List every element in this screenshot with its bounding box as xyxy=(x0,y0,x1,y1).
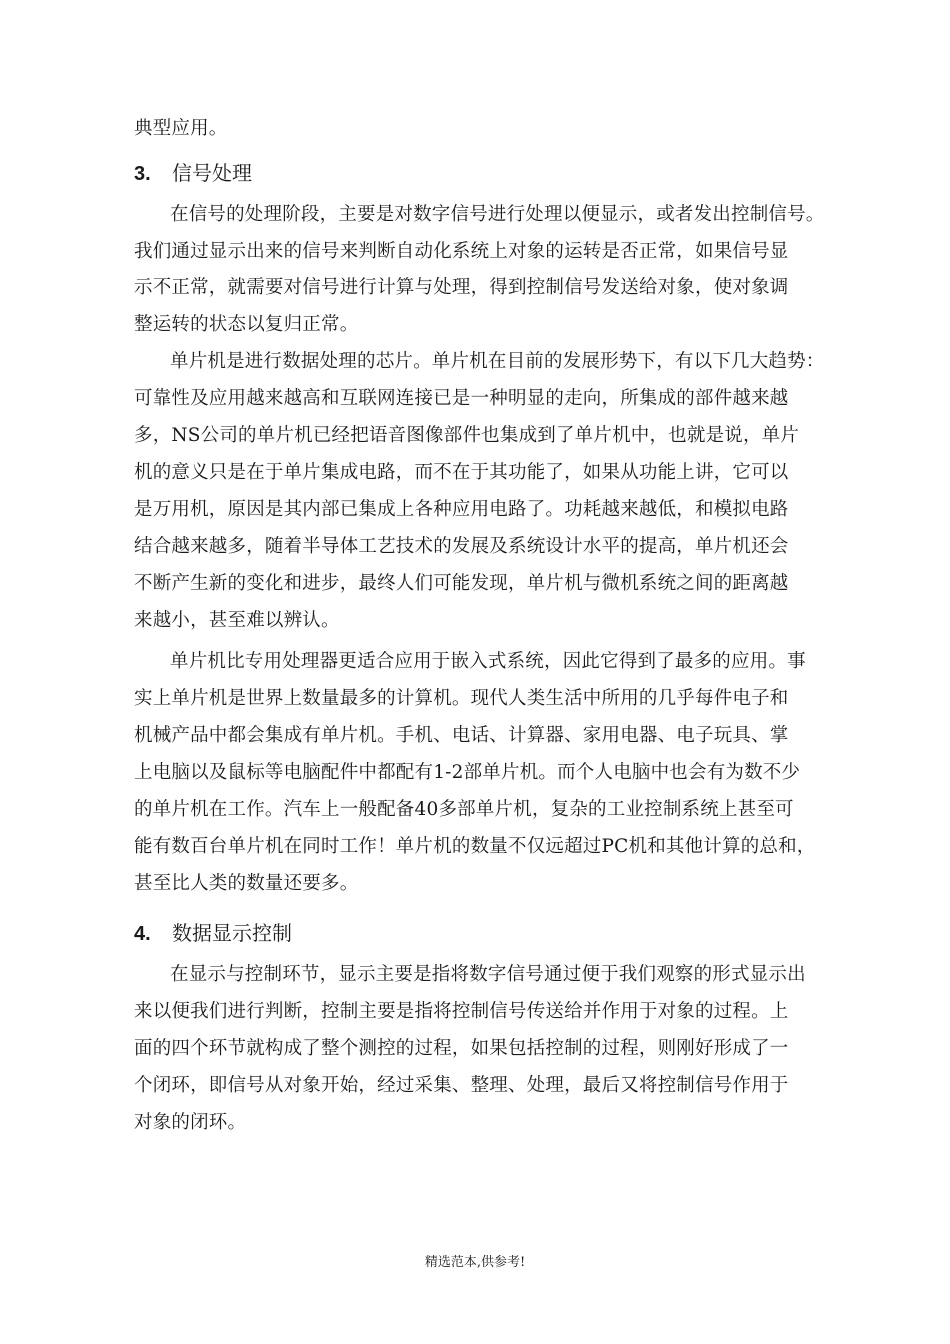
paragraph-line: 的单片机在工作。汽车上一般配备40多部单片机，复杂的工业控制系统上甚至可 xyxy=(134,799,794,820)
paragraph-line: 个闭环，即信号从对象开始，经过采集、整理、处理，最后又将控制信号作用于 xyxy=(134,1075,789,1096)
section-4-number: 4. xyxy=(134,923,151,945)
paragraph-line: 示不正常，就需要对信号进行计算与处理，得到控制信号发送给对象，使对象调 xyxy=(134,277,789,298)
paragraph-line: 单片机是进行数据处理的芯片。单片机在目前的发展形势下，有以下几大趋势： xyxy=(170,351,825,372)
paragraph-line: 对象的闭环。 xyxy=(134,1112,247,1133)
paragraph-line: 可靠性及应用越来越高和互联网连接已是一种明显的走向，所集成的部件越来越 xyxy=(134,388,789,409)
paragraph-line: 能有数百台单片机在同时工作！单片机的数量不仅远超过PC机和其他计算的总和， xyxy=(134,836,816,857)
paragraph-line: 不断产生新的变化和进步，最终人们可能发现，单片机与微机系统之间的距离越 xyxy=(134,573,789,594)
paragraph-line: 面的四个环节就构成了整个测控的过程，如果包括控制的过程，则刚好形成了一 xyxy=(134,1038,789,1059)
section-3-heading xyxy=(134,160,252,187)
paragraph-line: 实上单片机是世界上数量最多的计算机。现代人类生活中所用的几乎每件电子和 xyxy=(134,688,789,709)
paragraph-line: 来越小，甚至难以辨认。 xyxy=(134,610,340,631)
paragraph-line: 单片机比专用处理器更适合应用于嵌入式系统，因此它得到了最多的应用。事 xyxy=(170,651,806,672)
paragraph-line: 机的意义只是在于单片集成电路，而不在于其功能了，如果从功能上讲，它可以 xyxy=(134,462,789,483)
paragraph-line: 上电脑以及鼠标等电脑配件中都配有1-2部单片机。而个人电脑中也会有为数不少 xyxy=(134,762,801,783)
section-4-heading xyxy=(134,920,292,947)
paragraph-line: 甚至比人类的数量还要多。 xyxy=(134,873,359,894)
paragraph-line: 是万用机，原因是其内部已集成上各种应用电路了。功耗越来越低，和模拟电路 xyxy=(134,499,789,520)
paragraph-line: 结合越来越多，随着半导体工艺技术的发展及系统设计水平的提高，单片机还会 xyxy=(134,536,789,557)
section-3-title: 信号处理 xyxy=(172,161,252,185)
intro-tail-text: 典型应用。 xyxy=(134,118,228,139)
paragraph-line: 多，NS公司的单片机已经把语音图像部件也集成到了单片机中，也就是说，单片 xyxy=(134,425,800,446)
paragraph-line: 我们通过显示出来的信号来判断自动化系统上对象的运转是否正常，如果信号显 xyxy=(134,241,789,262)
paragraph-line: 机械产品中都会集成有单片机。手机、电话、计算器、家用电器、电子玩具、掌 xyxy=(134,725,789,746)
page-footer: 精选范本,供参考! xyxy=(424,1255,526,1270)
paragraph-line: 来以便我们进行判断，控制主要是指将控制信号传送给并作用于对象的过程。上 xyxy=(134,1001,789,1022)
section-3-number: 3. xyxy=(134,163,151,185)
section-4-title: 数据显示控制 xyxy=(172,921,292,945)
paragraph-line: 在显示与控制环节，显示主要是指将数字信号通过便于我们观察的形式显示出 xyxy=(170,964,806,985)
paragraph-line: 整运转的状态以复归正常。 xyxy=(134,314,359,335)
paragraph-line: 在信号的处理阶段，主要是对数字信号进行处理以便显示，或者发出控制信号。 xyxy=(170,204,825,225)
